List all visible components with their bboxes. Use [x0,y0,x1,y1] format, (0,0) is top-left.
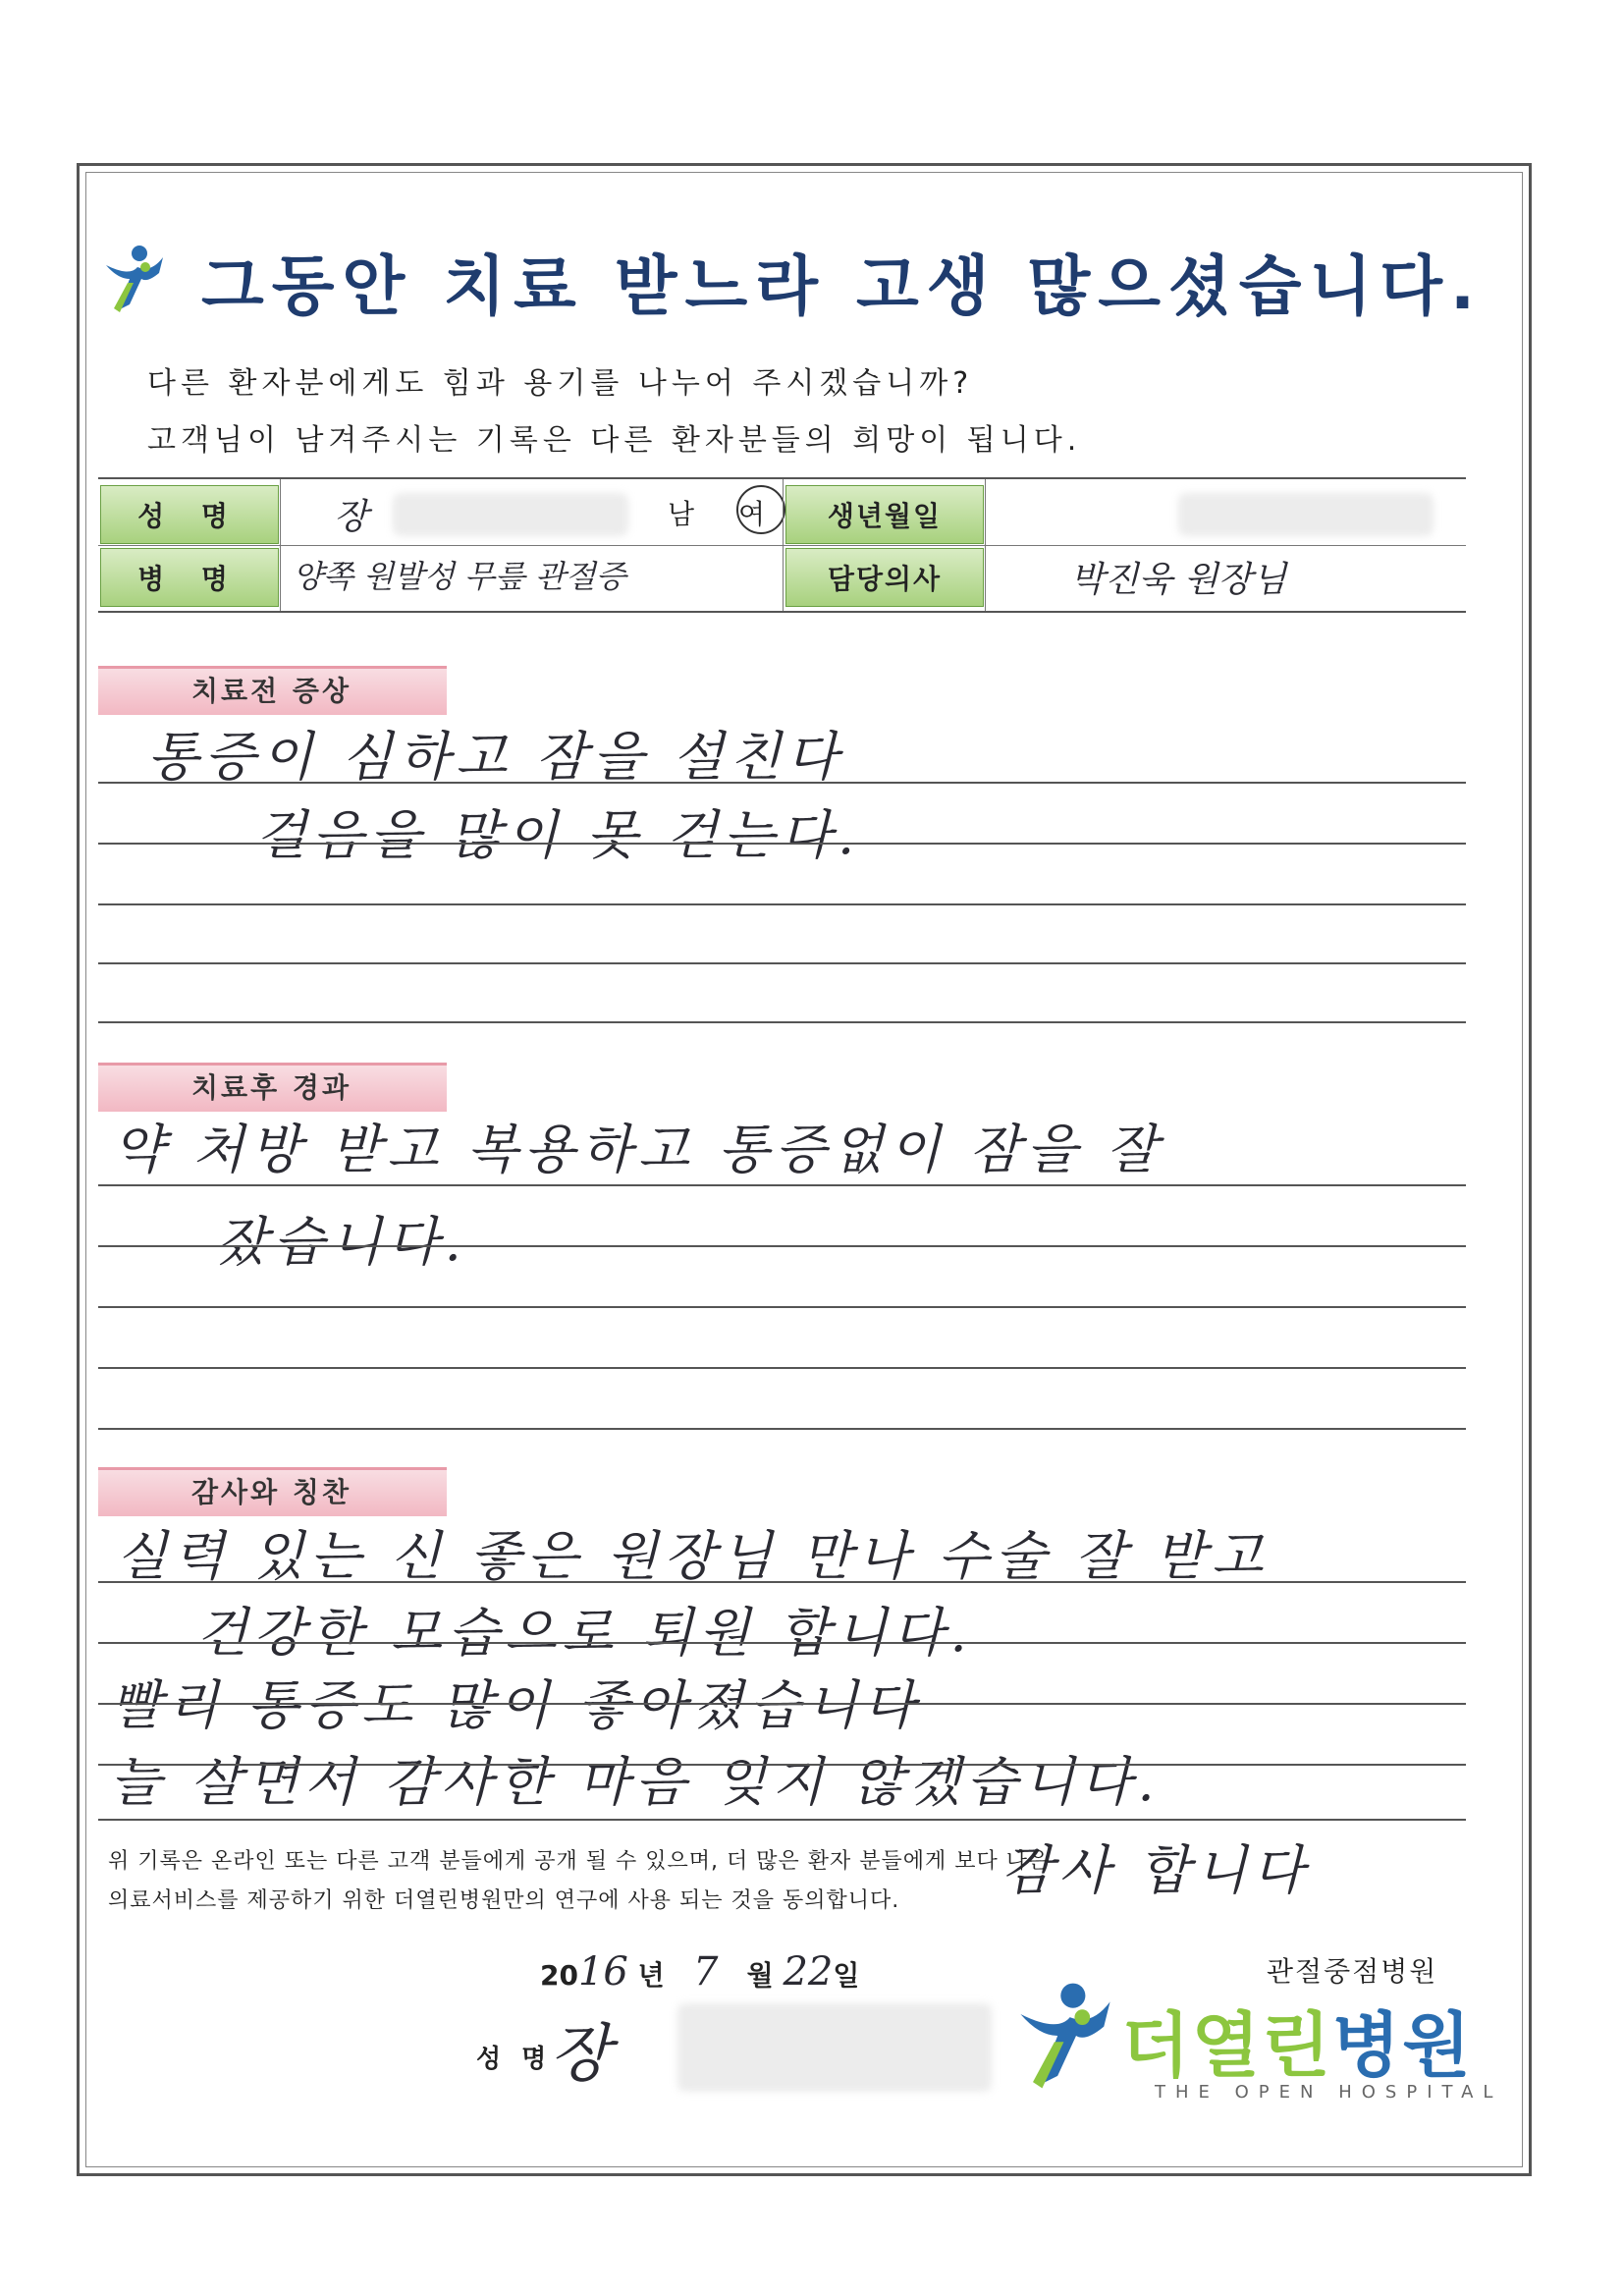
date-field [540,1949,859,1995]
doctor-label: 담당의사 [785,548,984,607]
year-prefix: 20 [540,1959,578,1992]
gender-options[interactable]: 남 여 [668,498,783,530]
after-line-2[interactable]: 잤습니다. [216,1211,467,1273]
day-hand[interactable]: 22 [783,1949,834,1995]
hospital-figure-icon [1011,1976,1119,2096]
thanks-line-3[interactable]: 빨리 통증도 많이 좋아졌습니다 [110,1674,921,1736]
thanks-line-5[interactable]: 감사 합니다 [1001,1839,1310,1901]
year-unit: 년 [637,1959,665,1992]
after-line-1[interactable]: 약 처방 받고 복용하고 통증없이 잠을 잘 [113,1119,1163,1180]
birth-label: 생년월일 [785,485,984,544]
signature-value[interactable]: 장 [550,2018,611,2091]
diagnosis-label: 병 명 [100,548,279,607]
consent-line-1: 위 기록은 온라인 또는 다른 고객 분들에게 공개 될 수 있으며, 더 많은 환자 분들에게 보다 나은 [108,1849,1051,1874]
name-label: 성 명 [100,485,279,544]
day-unit: 일 [833,1959,860,1992]
diagnosis-value[interactable]: 양쪽 원발성 무릎 관절증 [293,558,626,595]
hospital-figure-icon [100,244,169,314]
hospital-name [1121,1989,1473,2091]
signature-label: 성 명 [476,2045,553,2074]
before-line-2[interactable]: 걸음을 많이 못 걷는다. [255,804,861,866]
section-label-before: 치료전 증상 [98,666,447,715]
intro-line-2: 고객님이 남겨주시는 기록은 다른 환자분들의 희망이 됩니다. [147,423,1082,458]
thanks-line-1[interactable]: 실력 있는 신 좋은 원장님 만나 수술 잘 받고 [116,1525,1270,1587]
gender-selected-circle [736,485,785,534]
hospital-english-name: THE OPEN HOSPITAL [1155,2082,1503,2103]
before-line-1[interactable]: 통증이 심하고 잠을 설친다 [147,726,844,788]
section-label-after: 치료후 경과 [98,1063,447,1112]
page-headline: 그동안 치료 받느라 고생 많으셨습니다. [201,248,1484,324]
hospital-type: 관절중점병원 [1267,1955,1438,1988]
year-hand[interactable]: 16 [577,1949,628,1995]
thanks-line-2[interactable]: 건강한 모습으로 퇴원 합니다. [196,1602,973,1664]
thanks-line-4[interactable]: 늘 살면서 감사한 마음 잊지 않겠습니다. [110,1751,1161,1813]
intro-line-1: 다른 환자분에게도 힘과 용기를 나누어 주시겠습니까? [147,366,974,401]
patient-info-table [98,477,1466,613]
consent-line-2: 의료서비스를 제공하기 위한 더열린병원만의 연구에 사용 되는 것을 동의합니다. [108,1888,900,1913]
section-label-thanks: 감사와 칭찬 [98,1467,447,1516]
hospital-name-part2: 병원 [1331,2004,1473,2087]
hospital-name-part1: 더열린 [1121,2004,1332,2087]
doctor-value[interactable]: 박진욱 원장님 [1070,560,1287,600]
month-hand[interactable]: 7 [692,1949,719,1995]
month-unit: 월 [746,1959,774,1992]
name-value[interactable]: 장 [334,497,368,537]
